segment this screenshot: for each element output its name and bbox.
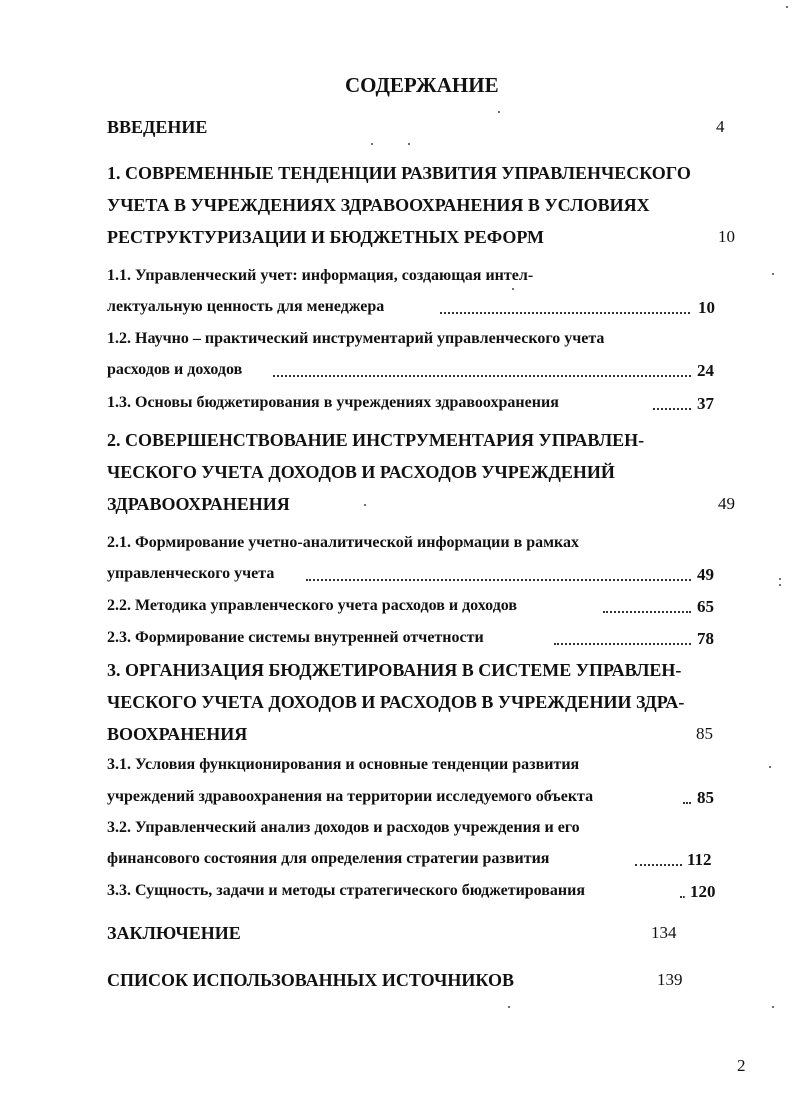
- toc-section-title: 1.1. Управленческий учет: информация, создающая интел-: [107, 267, 534, 284]
- toc-page-number: 78: [697, 629, 714, 648]
- toc-chapter-title: ЗДРАВООХРАНЕНИЯ: [107, 494, 290, 514]
- toc-section-title: лектуальную ценность для менеджера: [107, 298, 385, 315]
- scan-speck: [512, 288, 514, 290]
- toc-page-number: 120: [690, 882, 716, 901]
- toc-page-number: 24: [697, 361, 714, 380]
- toc-leader-dots: [680, 896, 685, 898]
- toc-conclusion: ЗАКЛЮЧЕНИЕ: [107, 923, 241, 943]
- toc-page-number: 134: [651, 923, 677, 942]
- toc-chapter-title: РЕСТРУКТУРИЗАЦИИ И БЮДЖЕТНЫХ РЕФОРМ: [107, 227, 545, 247]
- toc-section-title: 3.3. Сущность, задачи и методы стратегического бюджетирования: [107, 882, 586, 899]
- scan-speck: [371, 143, 373, 145]
- scan-speck: [772, 273, 774, 275]
- scan-speck: [779, 584, 781, 586]
- toc-leader-dots: [273, 375, 691, 377]
- toc-chapter-title: 2. СОВЕРШЕНСТВОВАНИЕ ИНСТРУМЕНТАРИЯ УПРАВЛЕН-: [107, 430, 645, 450]
- toc-section-title: 2.3. Формирование системы внутренней отчетности: [107, 629, 484, 646]
- toc-chapter-title: 1. СОВРЕМЕННЫЕ ТЕНДЕНЦИИ РАЗВИТИЯ УПРАВЛЕНЧЕСКОГО: [107, 163, 691, 183]
- toc-page-number: 85: [696, 724, 713, 743]
- toc-leader-dots: [603, 611, 691, 613]
- toc-page-number: 10: [718, 227, 735, 246]
- scan-speck: [779, 578, 781, 580]
- toc-section-title: 2.1. Формирование учетно-аналитической информации в рамках: [107, 534, 580, 551]
- scan-speck: [786, 6, 788, 8]
- scan-speck: [408, 143, 410, 145]
- toc-page-number: 139: [657, 970, 683, 989]
- toc-page-number: 10: [698, 298, 715, 317]
- toc-page-number: 65: [697, 597, 714, 616]
- toc-entry-intro: ВВЕДЕНИЕ: [107, 117, 208, 137]
- toc-leader-dots: [683, 802, 691, 804]
- toc-section-title: управленческого учета: [107, 565, 275, 582]
- toc-leader-dots: [653, 408, 691, 410]
- scan-speck: [769, 766, 771, 768]
- toc-page-number: 49: [697, 565, 714, 584]
- toc-section-title: финансового состояния для определения стратегии развития: [107, 850, 550, 867]
- toc-page-number: 49: [718, 494, 735, 513]
- page-title: СОДЕРЖАНИЕ: [345, 73, 499, 97]
- toc-section-title: расходов и доходов: [107, 361, 243, 378]
- toc-section-title: 3.2. Управленческий анализ доходов и расходов учреждения и его: [107, 819, 580, 836]
- toc-page-number: 4: [716, 117, 725, 136]
- toc-section-title: 2.2. Методика управленческого учета расходов и доходов: [107, 597, 518, 614]
- page-number: 2: [737, 1056, 746, 1075]
- toc-page-number: 37: [697, 394, 714, 413]
- toc-section-title: 1.2. Научно – практический инструментарий управленческого учета: [107, 330, 605, 347]
- scan-speck: [772, 1006, 774, 1008]
- scan-speck: [364, 504, 366, 506]
- toc-chapter-title: ВООХРАНЕНИЯ: [107, 724, 248, 744]
- toc-section-title: 3.1. Условия функционирования и основные тенденции развития: [107, 756, 580, 773]
- scan-speck: [498, 111, 500, 113]
- scan-speck: [508, 1006, 510, 1008]
- toc-chapter-title: 3. ОРГАНИЗАЦИЯ БЮДЖЕТИРОВАНИЯ В СИСТЕМЕ УПРАВЛЕН-: [107, 660, 682, 680]
- toc-leader-dots: [440, 312, 690, 314]
- toc-chapter-title: УЧЕТА В УЧРЕЖДЕНИЯХ ЗДРАВООХРАНЕНИЯ В УСЛОВИЯХ: [107, 195, 650, 215]
- toc-page-number: 112: [687, 850, 712, 869]
- toc-leader-dots: [635, 864, 682, 866]
- toc-chapter-title: ЧЕСКОГО УЧЕТА ДОХОДОВ И РАСХОДОВ УЧРЕЖДЕНИЙ: [107, 462, 615, 482]
- toc-page-number: 85: [697, 788, 714, 807]
- toc-leader-dots: [554, 643, 691, 645]
- toc-section-title: учреждений здравоохранения на территории исследуемого объекта: [107, 788, 594, 805]
- toc-chapter-title: ЧЕСКОГО УЧЕТА ДОХОДОВ И РАСХОДОВ В УЧРЕЖДЕНИИ ЗДРА-: [107, 692, 685, 712]
- toc-leader-dots: [306, 579, 691, 581]
- toc-section-title: 1.3. Основы бюджетирования в учреждениях здравоохранения: [107, 394, 559, 411]
- toc-references: СПИСОК ИСПОЛЬЗОВАННЫХ ИСТОЧНИКОВ: [107, 970, 514, 990]
